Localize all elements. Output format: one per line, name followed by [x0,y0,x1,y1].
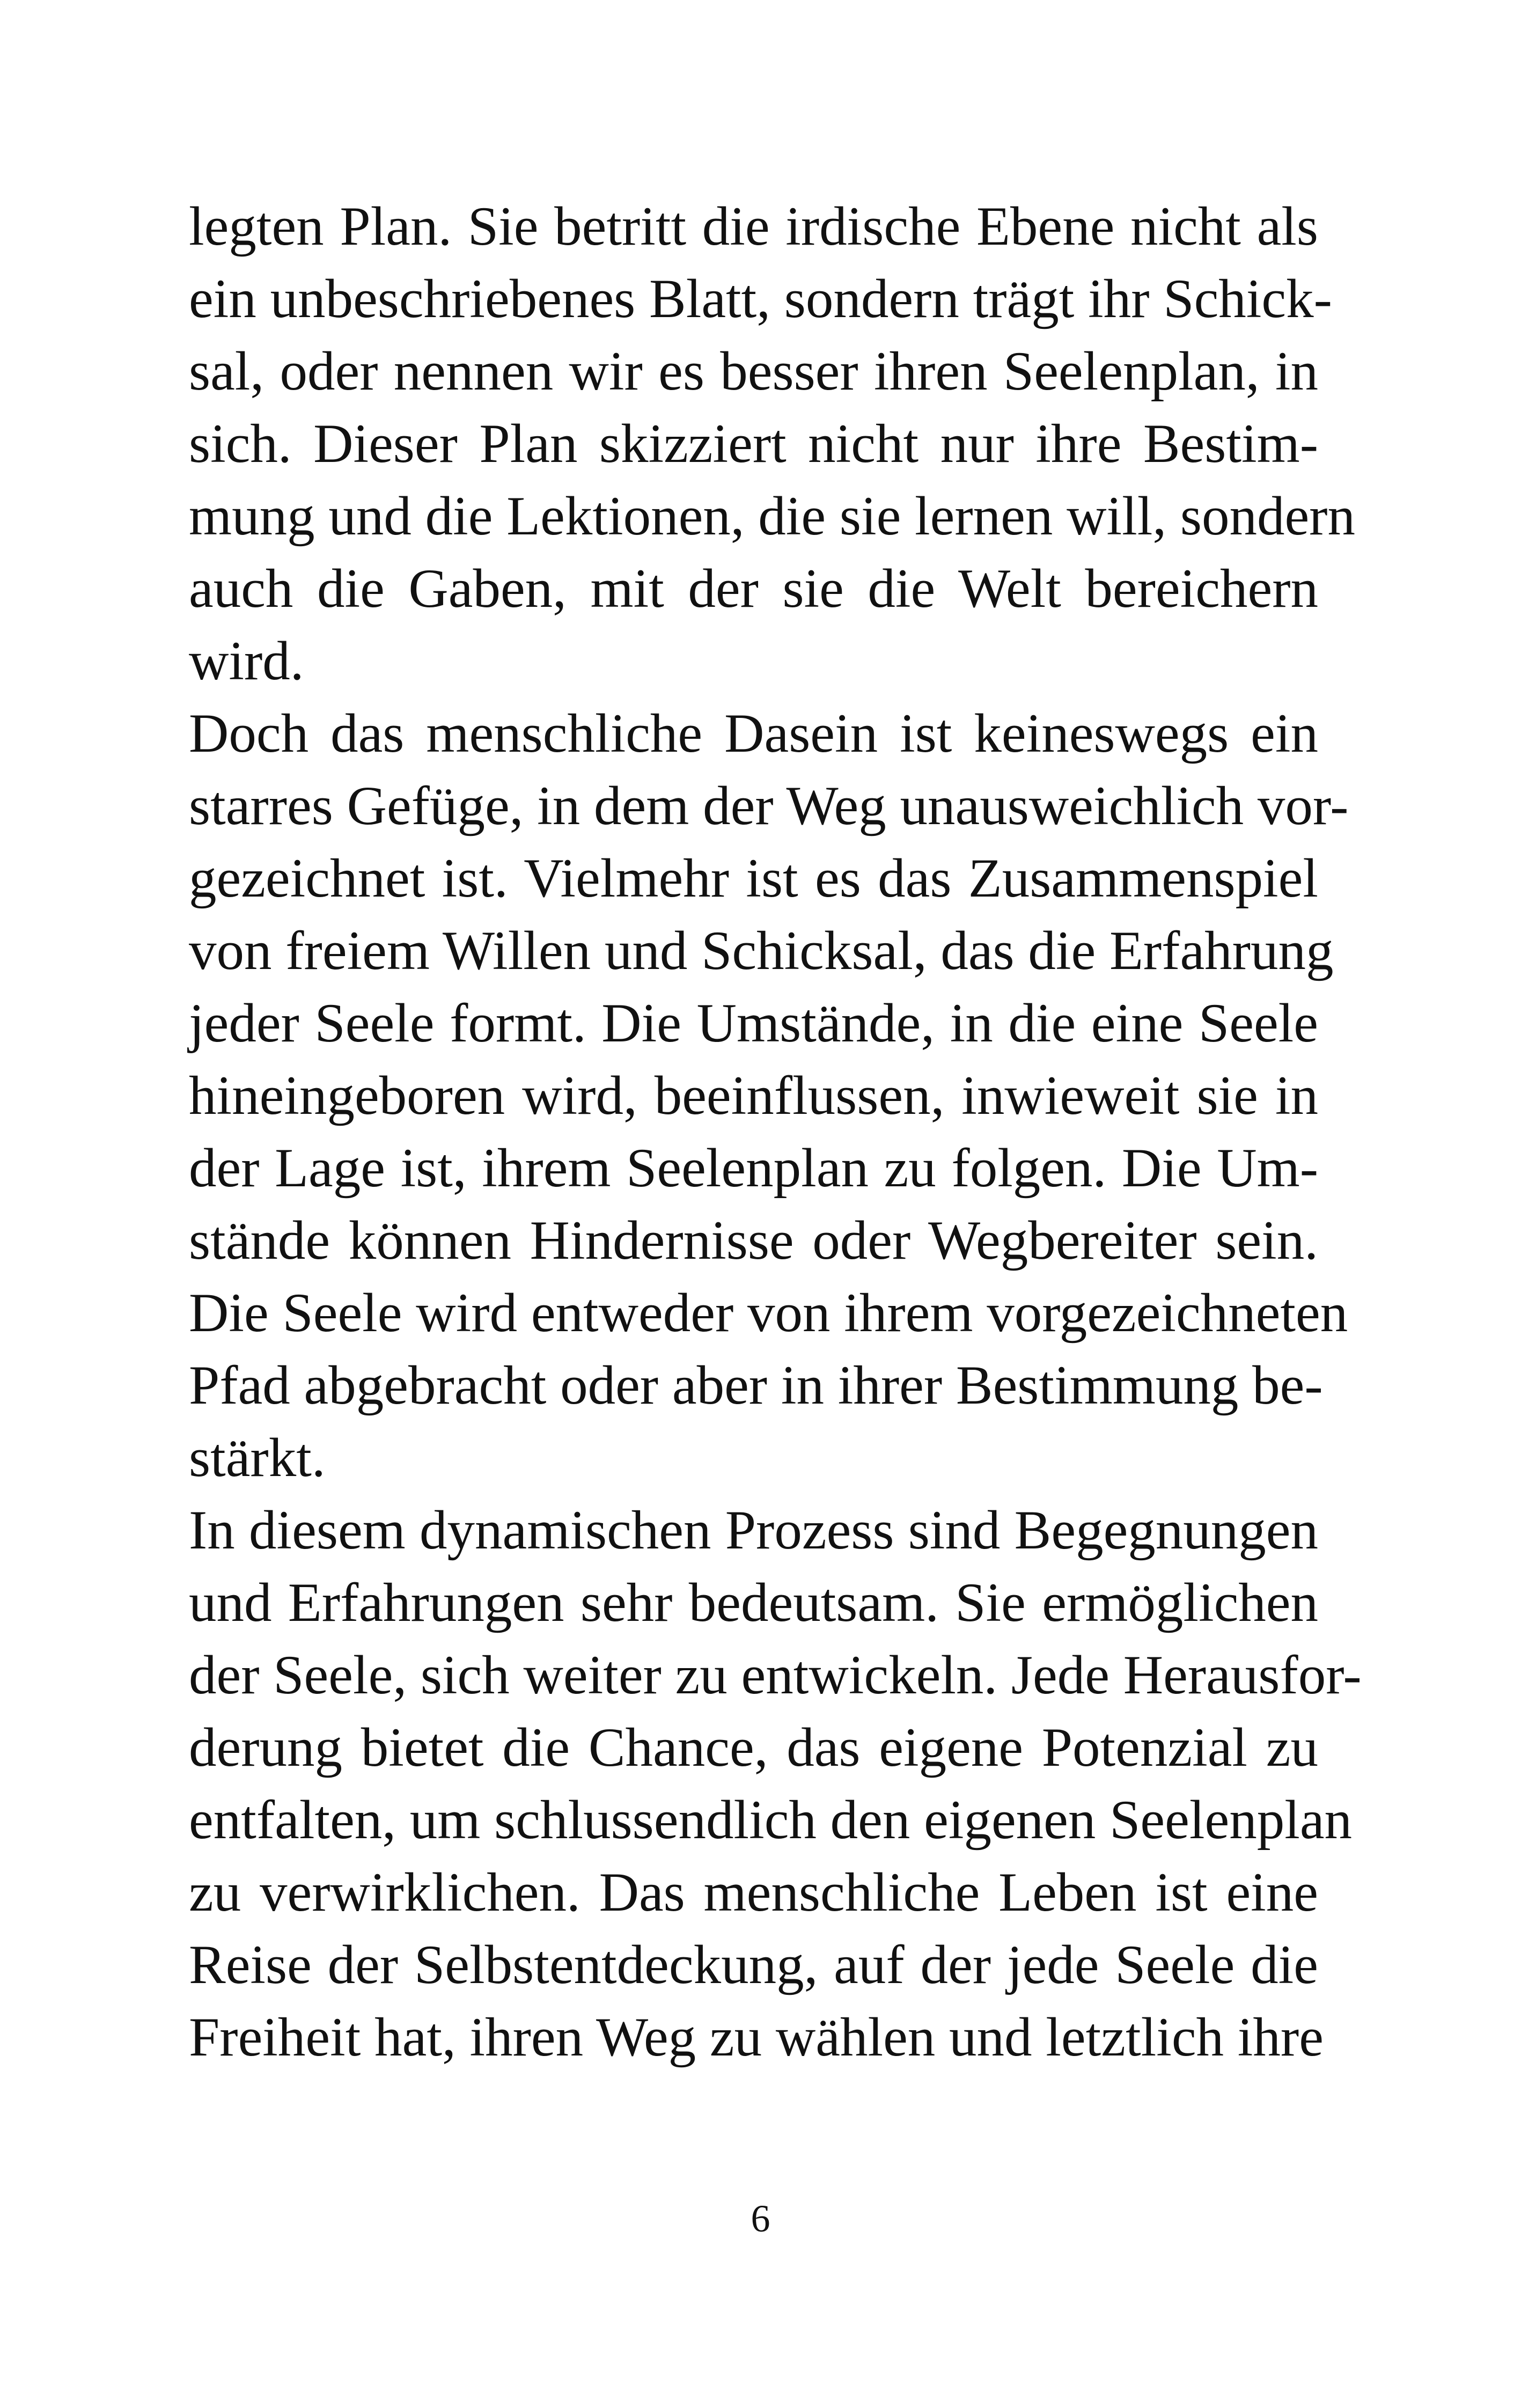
text-line: Pfad abgebracht oder aber in ihrer Bestimmung be- [189,1355,1323,1416]
text-line: Die Seele wird entweder von ihrem vorgezeichneten [189,1282,1348,1344]
text-line: mung und die Lektionen, die sie lernen will, sondern [189,486,1355,547]
text-line: wird. [189,630,304,692]
text-line: ein unbeschriebenes Blatt, sondern trägt ihr Schick- [189,268,1332,329]
text-line: jeder Seele formt. Die Umstände, in die eine Seele [189,993,1318,1054]
text-line: stände können Hindernisse oder Wegbereiter sein. [189,1210,1318,1271]
text-line: Freiheit hat, ihren Weg zu wählen und letztlich ihre [189,2007,1324,2068]
text-line: Reise der Selbstentdeckung, auf der jede Seele die [189,1934,1318,1995]
page-number: 6 [751,2197,770,2240]
text-line: In diesem dynamischen Prozess sind Begegnungen [189,1500,1318,1561]
text-line: der Seele, sich weiter zu entwickeln. Jede Herausfor- [189,1645,1362,1706]
text-line: und Erfahrungen sehr bedeutsam. Sie ermöglichen [189,1572,1318,1633]
text-line: stärkt. [189,1427,326,1488]
text-line: legten Plan. Sie betritt die irdische Ebene nicht als [189,196,1318,257]
text-line: zu verwirklichen. Das menschliche Leben ist eine [189,1862,1318,1923]
text-line: auch die Gaben, mit der sie die Welt bereichern [189,558,1318,619]
text-line: von freiem Willen und Schicksal, das die Erfahrung [189,920,1334,981]
text-line: derung bietet die Chance, das eigene Potenzial zu [189,1717,1318,1778]
text-line: der Lage ist, ihrem Seelenplan zu folgen. Die Um- [189,1137,1318,1199]
text-line: sal, oder nennen wir es besser ihren Seelenplan, in [189,341,1318,402]
text-line: starres Gefüge, in dem der Weg unausweichlich vor- [189,775,1349,836]
text-line: entfalten, um schlussendlich den eigenen Seelenplan [189,1789,1353,1851]
text-line: hineingeboren wird, beeinflussen, inwieweit sie in [189,1065,1318,1126]
text-line: sich. Dieser Plan skizziert nicht nur ihre Bestim- [189,413,1318,474]
text-line: gezeichnet ist. Vielmehr ist es das Zusammenspiel [189,848,1318,909]
text-line: Doch das menschliche Dasein ist keineswegs ein [189,703,1318,764]
body-text [189,190,1362,2074]
